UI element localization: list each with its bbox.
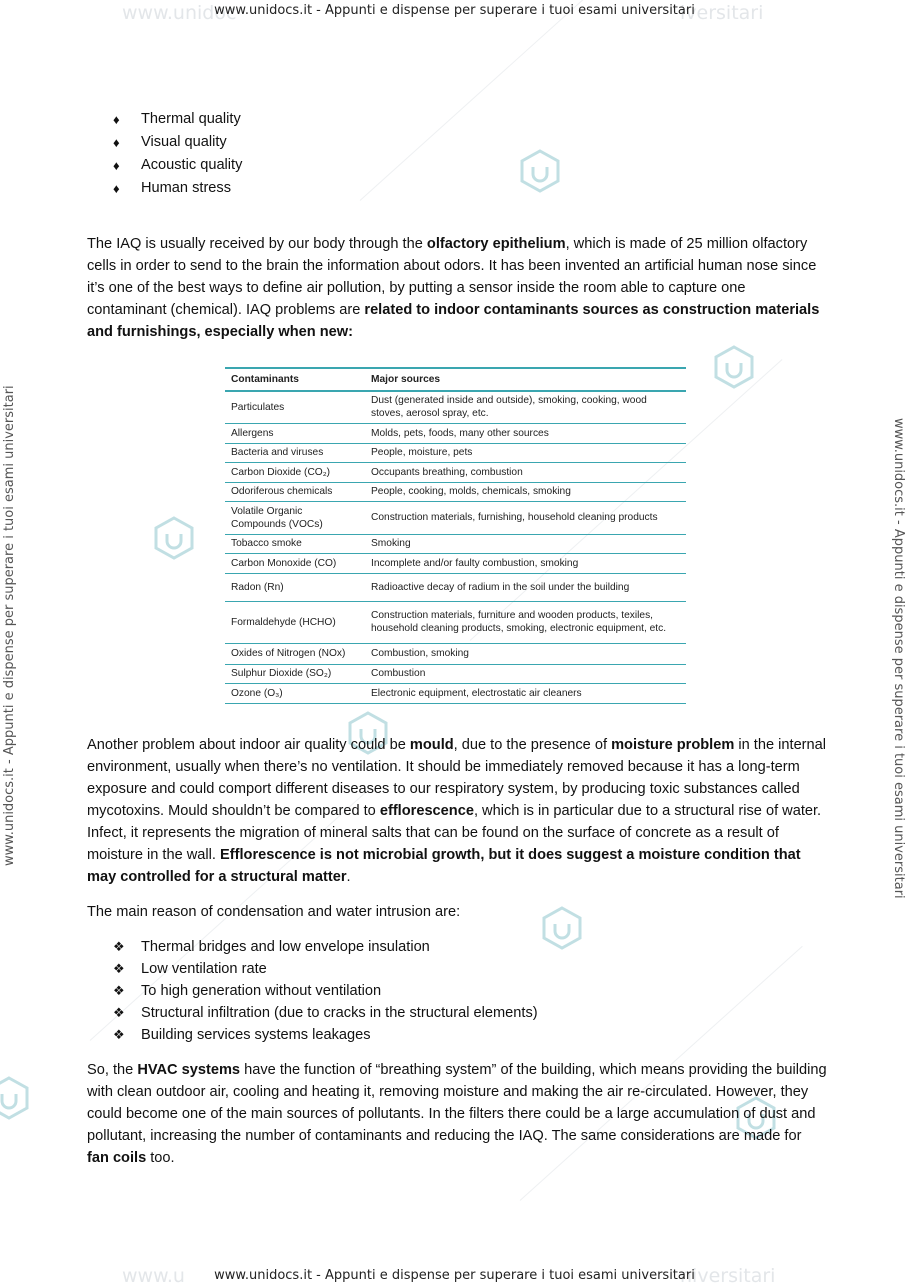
contaminant-cell: Carbon Monoxide (CO) (225, 553, 365, 573)
table-row (225, 391, 686, 423)
contaminant-cell: Tobacco smoke (225, 534, 365, 553)
table-row (225, 664, 686, 683)
contaminant-cell: Ozone (O₃) (225, 683, 365, 703)
contaminant-cell: Allergens (225, 423, 365, 443)
clover-bullet-icon: ❖ (113, 1027, 125, 1042)
table-row (225, 601, 686, 643)
source-cell: People, cooking, molds, chemicals, smoking (365, 482, 686, 501)
paragraph-mould: Another problem about indoor air quality could be mould, due to the presence of moisture problem in the internal environment, usually when there’s no ventilation. It should be immediately removed because it has a long-term exposure and could comport different diseases to our respiratory system, by producing toxic substances called mycotoxins. Mould shouldn’t be compared to efflorescence, which is in particular due to a structural rise of water. Infect, it represents the migration of mineral salts that can be found on the surface of concrete as a result of moisture in the wall. Efflorescence is not microbial growth, but it does suggest a moisture condition that may controlled for a structural matter. (87, 737, 827, 885)
list-item: ♦ Human stress (113, 177, 242, 200)
clover-bullet-icon: ❖ (113, 1005, 125, 1020)
clover-bullet-icon: ❖ (113, 939, 125, 954)
source-cell: Radioactive decay of radium in the soil under the building (365, 573, 686, 601)
list-item: ♦ Thermal quality (113, 108, 242, 131)
contaminant-cell: Radon (Rn) (225, 573, 365, 601)
table-row (225, 683, 686, 703)
side-watermark-left: www.unidocs.it - Appunti e dispense per superare i tuoi esami universitari (2, 385, 17, 866)
clover-bullet-icon: ❖ (113, 983, 125, 998)
footer-ghost-right: niversitari (680, 1265, 776, 1287)
table-row (225, 443, 686, 462)
table-row (225, 501, 686, 534)
table-row (225, 423, 686, 443)
diamond-bullet-icon: ♦ (113, 135, 120, 150)
list-item: ❖ Low ventilation rate (113, 958, 538, 980)
source-cell: Incomplete and/or faulty combustion, smoking (365, 553, 686, 573)
contaminant-cell: Particulates (225, 391, 365, 423)
source-cell: Combustion (365, 664, 686, 683)
source-cell: Construction materials, furniture and wooden products, texiles, household cleaning products, smoking, electronic equipment, etc. (365, 601, 686, 643)
table-row (225, 462, 686, 482)
table-row (225, 534, 686, 553)
footer-ghost-left: www.u (122, 1265, 185, 1287)
paragraph-hvac: So, the HVAC systems have the function of “breathing system” of the building, which means providing the building with clean outdoor air, cooling and heating it, removing moisture and making the air re-circulated. However, they could become one of the main sources of pollutants. In the filters there could be a large accumulation of dust and pollutant, increasing the number of contaminants and reducing the IAQ. The same considerations are made for fan coils too. (87, 1062, 827, 1166)
column-header: Contaminants (225, 368, 365, 391)
list-item: ♦ Visual quality (113, 131, 242, 154)
quality-list (113, 108, 242, 200)
table-row (225, 573, 686, 601)
table-row (225, 553, 686, 573)
header-watermark: www.unidocs.it - Appunti e dispense per superare i tuoi esami universitari (214, 3, 695, 18)
contaminant-cell: Formaldehyde (HCHO) (225, 601, 365, 643)
clover-bullet-icon: ❖ (113, 961, 125, 976)
list-item: ❖ Building services systems leakages (113, 1024, 538, 1046)
contaminants-table (225, 367, 686, 704)
source-cell: Smoking (365, 534, 686, 553)
source-cell: Construction materials, furnishing, household cleaning products (365, 501, 686, 534)
source-cell: People, moisture, pets (365, 443, 686, 462)
contaminant-cell: Sulphur Dioxide (SO₂) (225, 664, 365, 683)
unidocs-logo-icon (517, 148, 563, 194)
contaminant-cell: Oxides of Nitrogen (NOx) (225, 643, 365, 664)
table-header-row (225, 368, 686, 391)
table-row (225, 643, 686, 664)
list-item: ❖ Structural infiltration (due to cracks in the structural elements) (113, 1002, 538, 1024)
contaminant-cell: Volatile Organic Compounds (VOCs) (225, 501, 365, 534)
contaminant-cell: Odoriferous chemicals (225, 482, 365, 501)
source-cell: Dust (generated inside and outside), smoking, cooking, wood stoves, aerosol spray, etc. (365, 391, 686, 423)
unidocs-logo-icon (0, 1075, 32, 1121)
paragraph-main-reason: The main reason of condensation and water intrusion are: (87, 904, 461, 920)
list-item: ❖ To high generation without ventilation (113, 980, 538, 1002)
table-row (225, 482, 686, 501)
contaminant-cell: Carbon Dioxide (CO₂) (225, 462, 365, 482)
footer-watermark: www.unidocs.it - Appunti e dispense per superare i tuoi esami universitari (214, 1268, 695, 1283)
paragraph-iaq: The IAQ is usually received by our body through the olfactory epithelium, which is made of 25 million olfactory cells in order to send to the brain the information about odors. It has been invented an artificial human nose since it’s one of the best ways to define air pollution, by putting a sensor inside the room able to capture one contaminant (chemical). IAQ problems are related to indoor contaminants sources as construction materials and furnishings, especially when new: (87, 236, 820, 340)
column-header: Major sources (365, 368, 686, 391)
side-watermark-right: www.unidocs.it - Appunti e dispense per superare i tuoi esami universitari (891, 418, 906, 899)
contaminant-cell: Bacteria and viruses (225, 443, 365, 462)
source-cell: Electronic equipment, electrostatic air cleaners (365, 683, 686, 703)
header-ghost-right: iversitari (680, 2, 764, 24)
unidocs-logo-icon (711, 344, 757, 390)
source-cell: Molds, pets, foods, many other sources (365, 423, 686, 443)
diamond-bullet-icon: ♦ (113, 112, 120, 127)
source-cell: Combustion, smoking (365, 643, 686, 664)
header-ghost-left: www.unidoc (122, 2, 237, 24)
reasons-list (113, 936, 538, 1046)
list-item: ♦ Acoustic quality (113, 154, 242, 177)
diamond-bullet-icon: ♦ (113, 181, 120, 196)
unidocs-logo-icon (151, 515, 197, 561)
diamond-bullet-icon: ♦ (113, 158, 120, 173)
list-item: ❖ Thermal bridges and low envelope insulation (113, 936, 538, 958)
source-cell: Occupants breathing, combustion (365, 462, 686, 482)
